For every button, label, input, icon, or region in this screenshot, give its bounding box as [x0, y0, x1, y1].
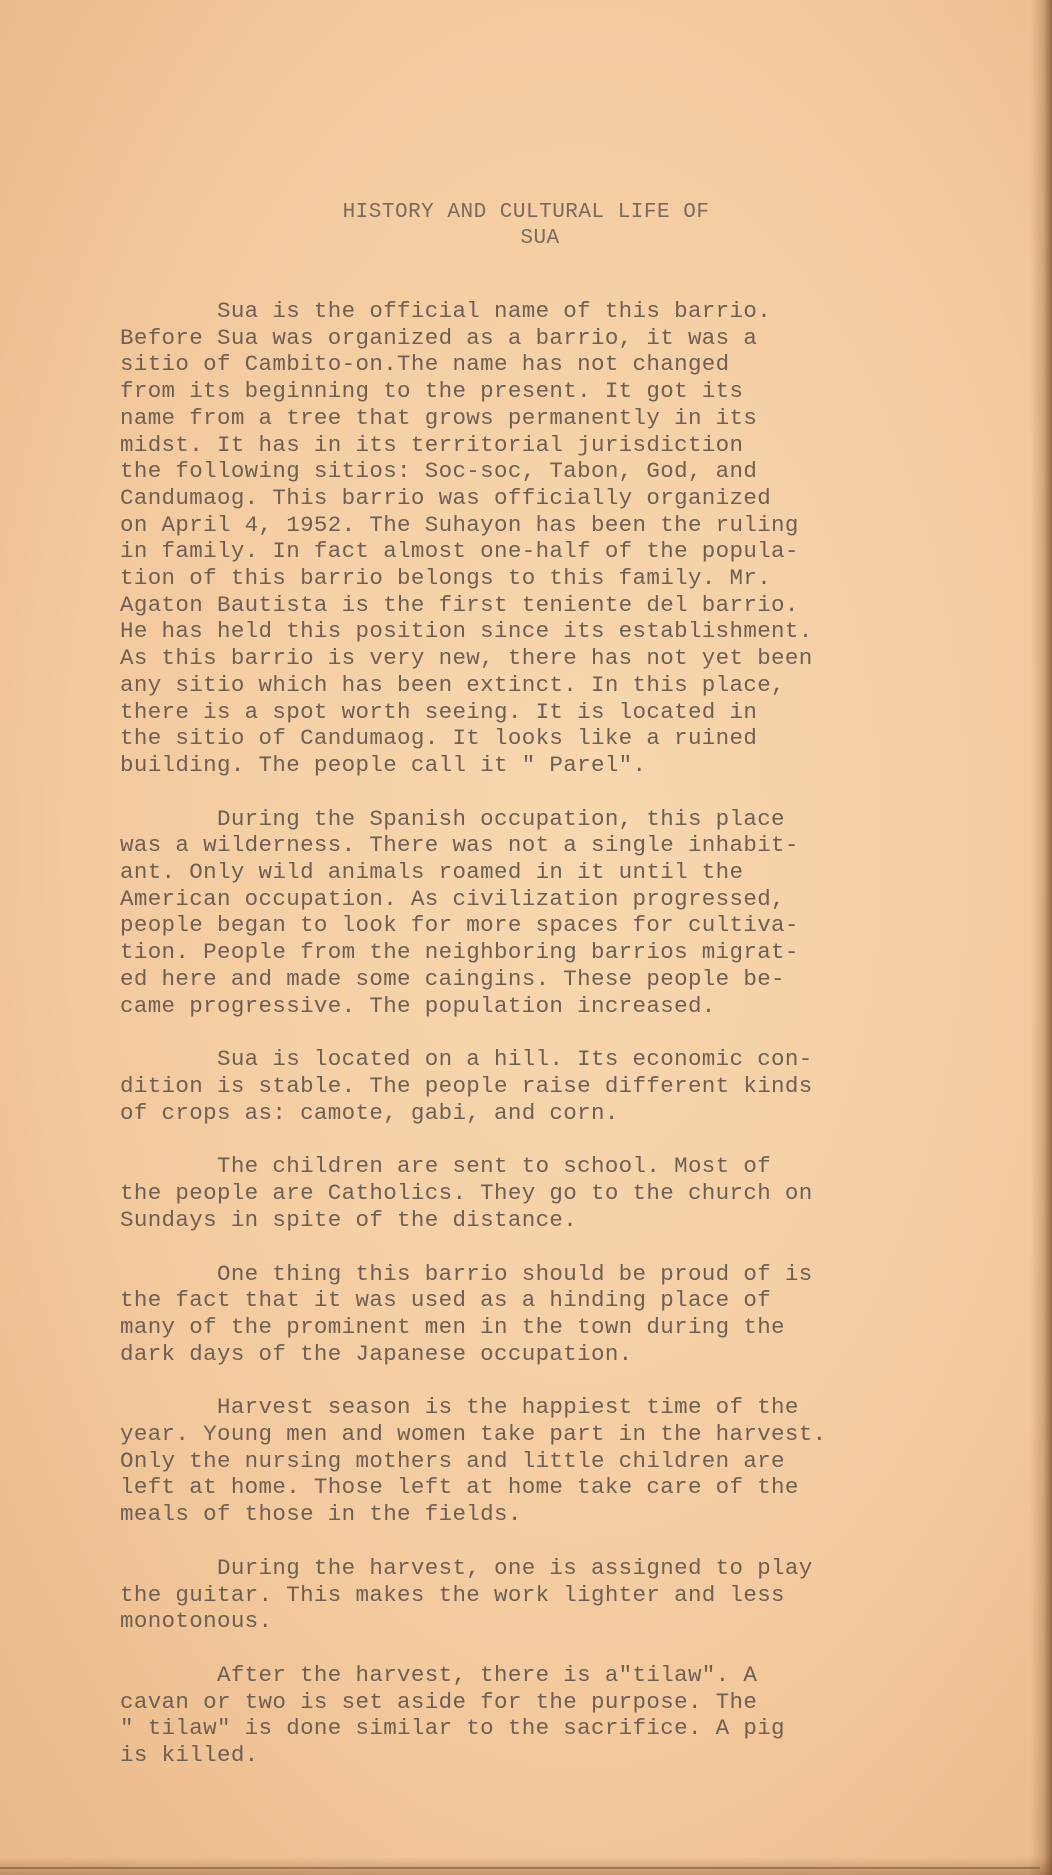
text-line: from its beginning to the present. It got its [120, 378, 744, 405]
text-line: tion. People from the neighboring barrios migrat- [120, 939, 799, 966]
text-line: is killed. [120, 1742, 259, 1769]
text-line: ed here and made some caingins. These people be- [120, 965, 785, 992]
text-line: many of the prominent men in the town during the [120, 1313, 785, 1340]
text-line: the following sitios: Soc-soc, Tabon, God, and [120, 458, 758, 485]
page-bottom-edge-line [0, 1867, 1040, 1869]
paragraph-barrio-origin [120, 298, 950, 779]
text-line: the sitio of Candumaog. It looks like a ruined [120, 725, 758, 752]
text-line: meals of those in the fields. [120, 1501, 522, 1528]
text-line: American occupation. As civilization progressed, [120, 885, 785, 912]
page-bottom-edge-shadow [0, 1857, 1052, 1875]
text-line: Harvest season is the happiest time of the [120, 1394, 799, 1421]
text-line: " tilaw" is done similar to the sacrifice. A pig [120, 1715, 785, 1742]
paragraph-tilaw [120, 1662, 950, 1769]
text-line: dition is stable. The people raise different kinds [120, 1072, 813, 1099]
text-line: midst. It has in its territorial jurisdiction [120, 431, 744, 458]
text-line: The children are sent to school. Most of [120, 1153, 772, 1180]
text-line: Only the nursing mothers and little children are [120, 1447, 785, 1474]
text-line: building. The people call it " Parel". [120, 751, 647, 778]
paragraph-harvest-guitar [120, 1555, 950, 1635]
text-line: sitio of Cambito-on.The name has not changed [120, 351, 730, 378]
text-line: on April 4, 1952. The Suhayon has been the ruling [120, 511, 799, 538]
document-body [120, 298, 950, 1796]
text-line: monotonous. [120, 1608, 273, 1635]
paragraph-harvest-season [120, 1394, 950, 1528]
text-line: Sundays in spite of the distance. [120, 1206, 578, 1233]
text-line: year. Young men and women take part in the harvest. [120, 1421, 827, 1448]
text-line: Agaton Bautista is the first teniente del barrio. [120, 591, 799, 618]
text-line: there is a spot worth seeing. It is located in [120, 698, 758, 725]
text-line: in family. In fact almost one-half of the popula- [120, 538, 799, 565]
text-line: the people are Catholics. They go to the church on [120, 1180, 813, 1207]
text-line: cavan or two is set aside for the purpose. The [120, 1688, 758, 1715]
text-line: of crops as: camote, gabi, and corn. [120, 1099, 619, 1126]
text-line: the guitar. This makes the work lighter and less [120, 1581, 785, 1608]
text-line: Candumaog. This barrio was officially organized [120, 484, 772, 511]
text-line: any sitio which has been extinct. In this place, [120, 671, 785, 698]
text-line: ant. Only wild animals roamed in it until the [120, 859, 744, 886]
text-line: One thing this barrio should be proud of is [120, 1260, 813, 1287]
text-line: tion of this barrio belongs to this family. Mr. [120, 565, 772, 592]
title-line-1: HISTORY AND CULTURAL LIFE OF [342, 201, 710, 224]
paragraph-location-economy [120, 1046, 950, 1126]
text-line: He has held this position since its establishment. [120, 618, 813, 645]
text-line: name from a tree that grows permanently in its [120, 404, 758, 431]
text-line: dark days of the Japanese occupation. [120, 1340, 633, 1367]
text-line: Sua is the official name of this barrio. [120, 298, 772, 324]
text-line: Sua is located on a hill. Its economic con- [120, 1046, 813, 1073]
text-line: After the harvest, there is a"tilaw". A [120, 1661, 758, 1688]
text-line: was a wilderness. There was not a single inhabit- [120, 832, 799, 859]
paragraph-school-religion [120, 1153, 950, 1233]
paragraph-spanish-occupation [120, 806, 950, 1020]
text-line: came progressive. The population increased. [120, 992, 716, 1019]
text-line: During the harvest, one is assigned to play [120, 1554, 813, 1581]
text-line: the fact that it was used as a hinding place of [120, 1287, 772, 1314]
page-right-edge-shadow [1030, 0, 1052, 1875]
title-line-2: SUA [520, 227, 560, 250]
text-line: Before Sua was organized as a barrio, it was a [120, 324, 758, 351]
text-line: During the Spanish occupation, this place [120, 805, 785, 832]
document-title [0, 200, 1052, 252]
paragraph-hiding-place [120, 1261, 950, 1368]
text-line: people began to look for more spaces for cultiva- [120, 912, 799, 939]
text-line: As this barrio is very new, there has not yet been [120, 645, 813, 672]
text-line: left at home. Those left at home take care of the [120, 1474, 799, 1501]
